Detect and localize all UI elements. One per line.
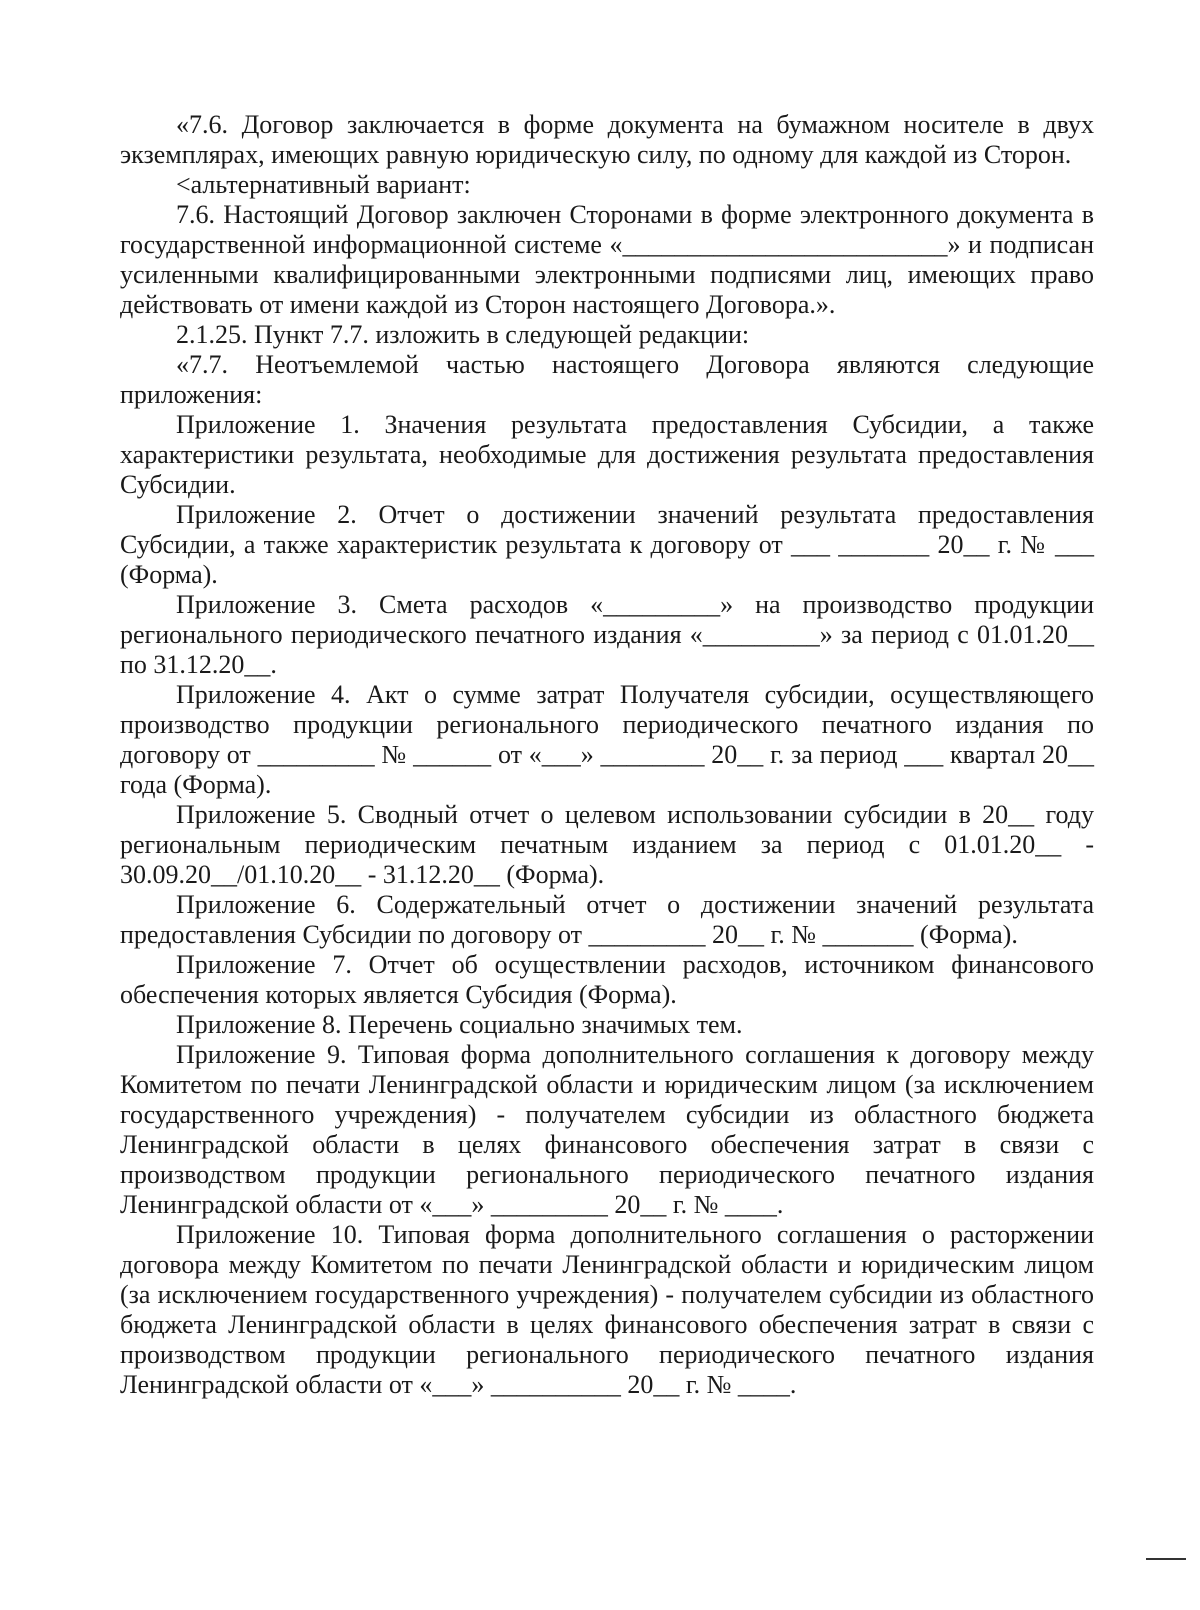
appendix-4: Приложение 4. Акт о сумме затрат Получателя субсидии, осуществляющего производство продукции регионального периодического печатного издания по договору от _________ № ______ от «___» ________ 20__ г. за период ___ квартал 20__ года (Форма).: [120, 680, 1094, 799]
paragraph-7-7: «7.7. Неотъемлемой частью настоящего Договора являются следующие приложения:: [120, 350, 1094, 409]
appendix-7: Приложение 7. Отчет об осуществлении расходов, источником финансового обеспечения которых является Субсидия (Форма).: [120, 950, 1094, 1009]
appendix-9: Приложение 9. Типовая форма дополнительного соглашения к договору между Комитетом по печати Ленинградской области и юридическим лицом (за исключением государственного учреждения) - получателем субсидии из областного бюджета Ленинградской области в целях финансового обеспечения затрат в связи с производством продукции регионального периодического печатного издания Ленинградской области от «___» _________ 20__ г. № ____.: [120, 1040, 1094, 1219]
paragraph-7-6: «7.6. Договор заключается в форме документа на бумажном носителе в двух экземплярах, имеющих равную юридическую силу, по одному для каждой из Сторон.: [120, 110, 1094, 169]
appendix-10: Приложение 10. Типовая форма дополнительного соглашения о расторжении договора между Комитетом по печати Ленинградской области и юридическим лицом (за исключением государственного учреждения) - получателем субсидии из областного бюджета Ленинградской области в целях финансового обеспечения затрат в связи с производством продукции регионального периодического печатного издания Ленинградской области от «___» __________ 20__ г. № ____.: [120, 1220, 1094, 1399]
paragraph-alternative-variant: <альтернативный вариант:: [176, 170, 471, 199]
paragraph-7-6-electronic: 7.6. Настоящий Договор заключен Сторонами в форме электронного документа в государственной информационной системе «_________________________» и подписан усиленными квалифицированными электронными подписями лиц, имеющих право действовать от имени каждой из Сторон настоящего Договора.».: [120, 200, 1094, 319]
appendix-6: Приложение 6. Содержательный отчет о достижении значений результата предоставления Субсидии по договору от _________ 20__ г. № _______ (Форма).: [120, 890, 1094, 949]
appendix-2: Приложение 2. Отчет о достижении значений результата предоставления Субсидии, а также характеристик результата к договору от ___ _______ 20__ г. № ___ (Форма).: [120, 500, 1094, 589]
document-page: [120, 110, 1094, 1400]
corner-scan-mark: [1146, 1558, 1186, 1560]
appendix-8: Приложение 8. Перечень социально значимых тем.: [176, 1010, 743, 1039]
appendix-5: Приложение 5. Сводный отчет о целевом использовании субсидии в 20__ году региональным периодическим печатным изданием за период с 01.01.20__ - 30.09.20__/01.10.20__ - 31.12.20__ (Форма).: [120, 800, 1094, 889]
appendix-1: Приложение 1. Значения результата предоставления Субсидии, а также характеристики результата, необходимые для достижения результата предоставления Субсидии.: [120, 410, 1094, 499]
paragraph-2-1-25: 2.1.25. Пункт 7.7. изложить в следующей редакции:: [176, 320, 750, 349]
appendix-3: Приложение 3. Смета расходов «_________» на производство продукции регионального периодического печатного издания «_________» за период с 01.01.20__ по 31.12.20__.: [120, 590, 1094, 679]
